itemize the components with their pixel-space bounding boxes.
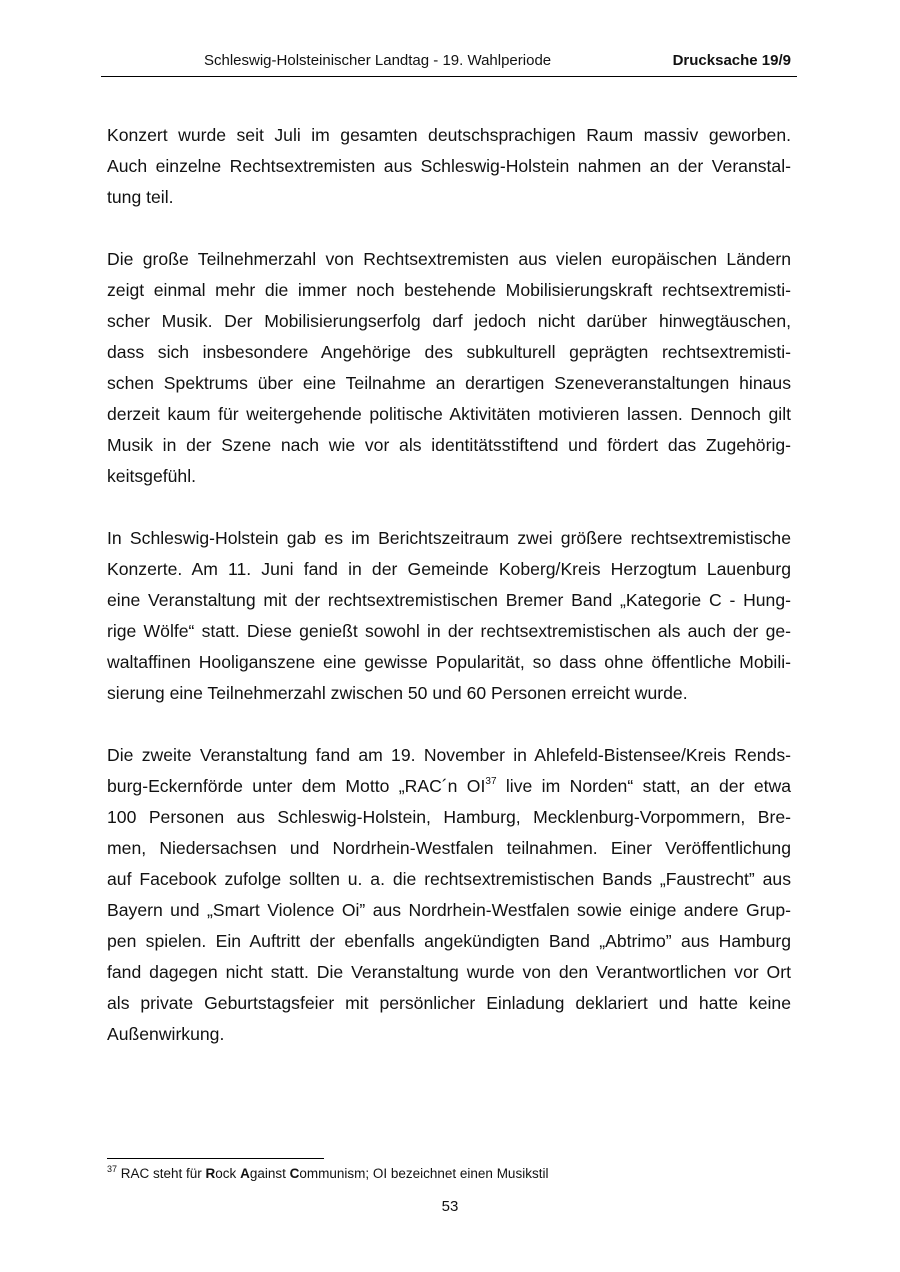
text-line: zeigt einmal mehr die immer noch bestehende Mobilisierungskraft rechtsextremisti- (107, 280, 791, 300)
text-line: Musik in der Szene nach wie vor als identitätsstiftend und fördert das Zugehörig- (107, 435, 791, 455)
document-body (107, 120, 791, 1081)
text-line: Außenwirkung. (107, 1024, 225, 1044)
paragraph-2 (107, 244, 791, 492)
line-text-after-ref: live im Norden“ statt, an der etwa (496, 776, 791, 796)
header-title: Schleswig-Holsteinischer Landtag - 19. Wahlperiode (204, 52, 552, 69)
page-number: 53 (441, 1198, 459, 1215)
footnote-number: 37 (107, 1164, 118, 1174)
footnote-separator (107, 1158, 324, 1159)
text-line: scher Musik. Der Mobilisierungserfolg darf jedoch nicht darüber hinwegtäuschen, (107, 311, 791, 331)
footnote-bold-letter: R (205, 1166, 216, 1181)
page-header (101, 52, 797, 77)
text-line: eine Veranstaltung mit der rechtsextremistischen Bremer Band „Kategorie C - Hung- (107, 590, 791, 610)
text-line: Bayern und „Smart Violence Oi” aus Nordrhein-Westfalen sowie einige andere Grup- (107, 900, 791, 920)
text-line: fand dagegen nicht statt. Die Veranstaltung wurde von den Verantwortlichen vor Ort (107, 962, 791, 982)
line-text-before-ref: burg-Eckernförde unter dem Motto „RAC´n OI (107, 776, 486, 796)
text-line: sierung eine Teilnehmerzahl zwischen 50 und 60 Personen erreicht wurde. (107, 683, 688, 703)
text-line: derzeit kaum für weitergehende politische Aktivitäten motivieren lassen. Dennoch gilt (107, 404, 791, 424)
footnote-text: ommunism; OI bezeichnet einen Musikstil (299, 1166, 549, 1181)
text-line: waltaffinen Hooliganszene eine gewisse Popularität, so dass ohne öffentliche Mobili- (107, 652, 791, 672)
text-line: rige Wölfe“ statt. Diese genießt sowohl in der rechtsextremistischen als auch der ge- (107, 621, 791, 641)
text-line: Die zweite Veranstaltung fand am 19. November in Ahlefeld-Bistensee/Kreis Rends- (107, 745, 791, 765)
footnote-bold-letter: C (289, 1166, 300, 1181)
text-line: Auch einzelne Rechtsextremisten aus Schleswig-Holstein nahmen an der Veranstal- (107, 156, 791, 176)
footnote-text: RAC steht für (117, 1166, 206, 1181)
footnote-text: gainst (249, 1166, 290, 1181)
paragraph-1 (107, 120, 791, 213)
text-line: Die große Teilnehmerzahl von Rechtsextremisten aus vielen europäischen Ländern (107, 249, 791, 269)
text-line: auf Facebook zufolge sollten u. a. die rechtsextremistischen Bands „Faustrecht” aus (107, 869, 791, 889)
footnote (107, 1166, 548, 1181)
text-line: In Schleswig-Holstein gab es im Berichtszeitraum zwei größere rechtsextremistische (107, 528, 791, 548)
text-line: dass sich insbesondere Angehörige des subkulturell geprägten rechtsextremisti- (107, 342, 791, 362)
text-line-with-footnote (107, 771, 791, 802)
footnote-bold-letter: A (240, 1166, 250, 1181)
footnote-reference[interactable]: 37 (485, 776, 497, 787)
text-line: keitsgefühl. (107, 466, 196, 486)
text-line: schen Spektrums über eine Teilnahme an derartigen Szeneveranstaltungen hinaus (107, 373, 791, 393)
text-line: pen spielen. Ein Auftritt der ebenfalls angekündigten Band „Abtrimo” aus Hamburg (107, 931, 791, 951)
text-line: 100 Personen aus Schleswig-Holstein, Hamburg, Mecklenburg-Vorpommern, Bre- (107, 807, 791, 827)
text-line: Konzert wurde seit Juli im gesamten deutschsprachigen Raum massiv geworben. (107, 125, 791, 145)
document-number: Drucksache 19/9 (672, 52, 791, 69)
text-line: men, Niedersachsen und Nordrhein-Westfalen teilnahmen. Einer Veröffentlichung (107, 838, 791, 858)
text-line: als private Geburtstagsfeier mit persönlicher Einladung deklariert und hatte keine (107, 993, 791, 1013)
text-line: tung teil. (107, 187, 174, 207)
text-line: Konzerte. Am 11. Juni fand in der Gemeinde Koberg/Kreis Herzogtum Lauenburg (107, 559, 791, 579)
footnote-text: ock (215, 1166, 241, 1181)
paragraph-3 (107, 523, 791, 709)
paragraph-4 (107, 740, 791, 1050)
